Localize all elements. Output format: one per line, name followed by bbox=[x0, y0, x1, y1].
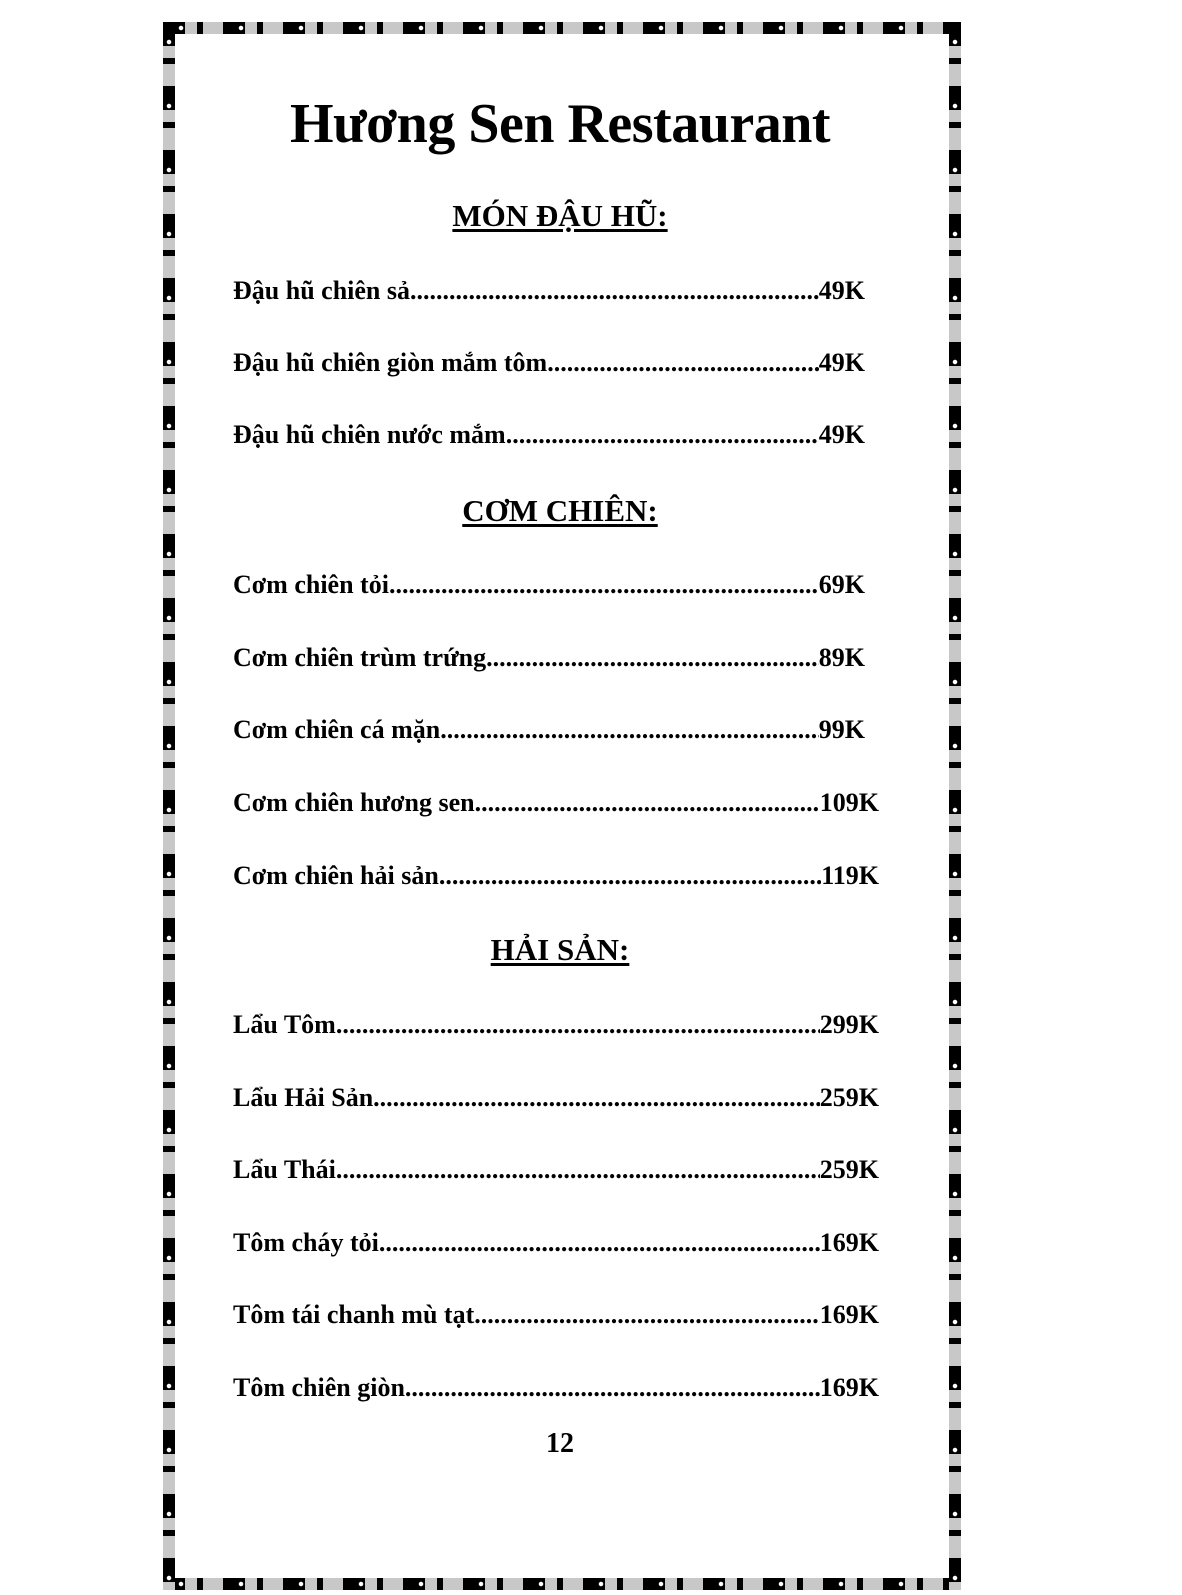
leader-dots bbox=[506, 420, 819, 450]
item-price: 169K bbox=[819, 1373, 879, 1402]
item-name: Lẩu Thái bbox=[233, 1155, 336, 1184]
leader-dots bbox=[440, 715, 819, 745]
menu-item bbox=[233, 1010, 879, 1040]
leader-dots bbox=[405, 1373, 820, 1403]
item-price: 99K bbox=[818, 715, 865, 744]
leader-dots bbox=[389, 570, 819, 600]
border-bottom bbox=[163, 1578, 961, 1590]
menu-item bbox=[233, 1083, 879, 1113]
leader-dots bbox=[410, 276, 819, 306]
item-price: 259K bbox=[819, 1083, 879, 1112]
item-name: Đậu hũ chiên sả bbox=[233, 276, 410, 305]
item-price: 299K bbox=[819, 1010, 879, 1039]
item-price: 89K bbox=[818, 643, 865, 672]
item-name: Đậu hũ chiên nước mắm bbox=[233, 420, 506, 449]
leader-dots bbox=[486, 643, 819, 673]
section-heading-fried-rice: CƠM CHIÊN: bbox=[462, 493, 658, 528]
item-price: 49K bbox=[818, 348, 865, 377]
item-price: 69K bbox=[818, 570, 865, 599]
item-name: Lẩu Tôm bbox=[233, 1010, 336, 1039]
leader-dots bbox=[336, 1010, 820, 1040]
item-price: 109K bbox=[819, 788, 879, 817]
leader-dots bbox=[475, 788, 820, 818]
item-name: Cơm chiên hải sản bbox=[233, 861, 439, 890]
item-name: Đậu hũ chiên giòn mắm tôm bbox=[233, 348, 548, 377]
menu-item bbox=[233, 1373, 879, 1403]
menu-item bbox=[233, 1155, 879, 1185]
item-price: 169K bbox=[819, 1228, 879, 1257]
item-name: Cơm chiên trùm trứng bbox=[233, 643, 487, 672]
border-right bbox=[949, 22, 961, 1590]
item-price: 49K bbox=[818, 276, 865, 305]
menu-item bbox=[233, 788, 879, 818]
item-name: Cơm chiên hương sen bbox=[233, 788, 475, 817]
menu-item bbox=[233, 643, 865, 673]
item-price: 169K bbox=[819, 1300, 879, 1329]
border-left bbox=[163, 22, 175, 1590]
leader-dots bbox=[547, 348, 819, 378]
menu-item bbox=[233, 420, 865, 450]
page-number: 12 bbox=[546, 1428, 574, 1459]
menu-item bbox=[233, 861, 879, 891]
leader-dots bbox=[336, 1155, 820, 1185]
section-heading-seafood: HẢI SẢN: bbox=[490, 932, 630, 967]
restaurant-title: Hương Sen Restaurant bbox=[290, 93, 830, 155]
menu-item bbox=[233, 1300, 879, 1330]
menu-item bbox=[233, 715, 865, 745]
item-price: 49K bbox=[818, 420, 865, 449]
item-name: Cơm chiên cá mặn bbox=[233, 715, 441, 744]
item-name: Tôm cháy tỏi bbox=[233, 1228, 379, 1257]
leader-dots bbox=[373, 1083, 820, 1113]
menu-item bbox=[233, 1228, 879, 1258]
section-heading-tofu: MÓN ĐẬU HŨ: bbox=[452, 198, 668, 233]
border-top bbox=[163, 22, 961, 34]
leader-dots bbox=[379, 1228, 820, 1258]
leader-dots bbox=[474, 1300, 820, 1330]
item-name: Tôm chiên giòn bbox=[233, 1373, 405, 1402]
item-name: Lẩu Hải Sản bbox=[233, 1083, 374, 1112]
item-name: Tôm tái chanh mù tạt bbox=[233, 1300, 475, 1329]
item-name: Cơm chiên tỏi bbox=[233, 570, 389, 599]
menu-item bbox=[233, 276, 865, 306]
item-price: 259K bbox=[819, 1155, 879, 1184]
menu-item bbox=[233, 570, 865, 600]
menu-item bbox=[233, 348, 865, 378]
item-price: 119K bbox=[821, 861, 879, 890]
leader-dots bbox=[439, 861, 821, 891]
